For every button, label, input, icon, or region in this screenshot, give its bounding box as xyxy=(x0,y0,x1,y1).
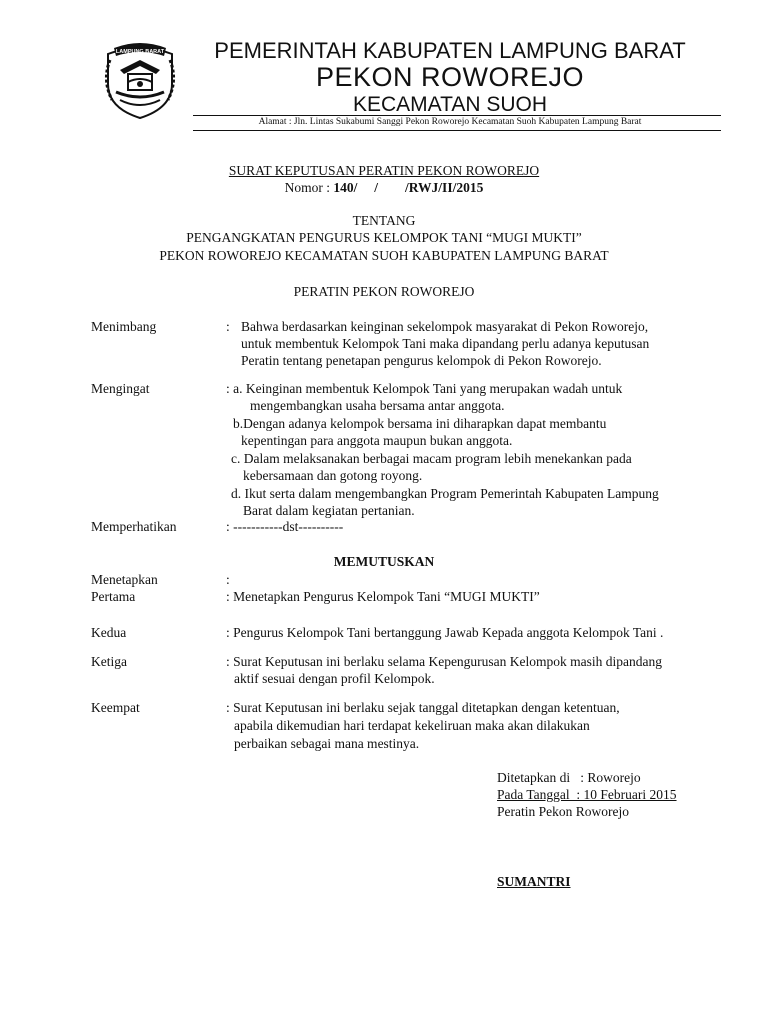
regency-emblem-icon xyxy=(98,40,182,120)
decree-subject-line2: PEKON ROWOREJO KECAMATAN SUOH KABUPATEN LAMPUNG BARAT xyxy=(159,248,609,263)
letterhead-district: KECAMATAN SUOH xyxy=(352,93,548,116)
menimbang-label: Menimbang xyxy=(91,319,157,334)
ketiga-line: : Surat Keputusan ini berlaku selama Kepengurusan Kelompok masih dipandang xyxy=(226,654,663,669)
kedua-value: : Pengurus Kelompok Tani bertanggung Jawab Kepada anggota Kelompok Tani . xyxy=(226,625,664,640)
svg-text:LAMPUNG BARAT: LAMPUNG BARAT xyxy=(115,49,165,55)
decree-number: Nomor : 140/ / /RWJ/II/2015 xyxy=(284,180,484,195)
mengingat-line: Barat dalam kegiatan pertanian. xyxy=(243,503,415,518)
menetapkan-label: Menetapkan xyxy=(91,572,158,587)
memutuskan-heading: MEMUTUSKAN xyxy=(333,554,435,569)
menimbang-colon: : xyxy=(226,319,230,334)
kedua-label: Kedua xyxy=(91,625,127,640)
menimbang-line: untuk membentuk Kelompok Tani maka dipandang perlu adanya keputusan xyxy=(241,336,650,351)
authority-heading: PERATIN PEKON ROWOREJO xyxy=(293,284,475,299)
letterhead-address: Alamat : Jln. Lintas Sukabumi Sanggi Pekon Roworejo Kecamatan Suoh Kabupaten Lampung Barat xyxy=(258,117,642,127)
menimbang-line: Bahwa berdasarkan keinginan sekelompok masyarakat di Pekon Roworejo, xyxy=(241,319,649,334)
signature-title: Peratin Pekon Roworejo xyxy=(497,804,629,819)
decree-heading: SURAT KEPUTUSAN PERATIN PEKON ROWOREJO xyxy=(228,163,540,178)
pertama-value: : Menetapkan Pengurus Kelompok Tani “MUGI MUKTI” xyxy=(226,589,540,604)
keempat-line: apabila dikemudian hari terdapat kekeliruan maka akan dilakukan xyxy=(234,718,590,733)
signature-name: SUMANTRI xyxy=(497,874,571,889)
menetapkan-value: : xyxy=(226,572,230,587)
letterhead-government: PEMERINTAH KABUPATEN LAMPUNG BARAT xyxy=(214,38,686,63)
mengingat-line: d. Ikut serta dalam mengembangkan Program Pemerintah Kabupaten Lampung xyxy=(231,486,659,501)
ketiga-label: Ketiga xyxy=(91,654,127,669)
memperhatikan-value: : -----------dst---------- xyxy=(226,519,344,534)
header-rule-bottom xyxy=(193,130,721,131)
pertama-label: Pertama xyxy=(91,589,136,604)
mengingat-line: kebersamaan dan gotong royong. xyxy=(243,468,423,483)
keempat-line: perbaikan sebagai mana mestinya. xyxy=(234,736,420,751)
mengingat-label: Mengingat xyxy=(91,381,150,396)
signature-date: Pada Tanggal : 10 Februari 2015 xyxy=(497,787,677,802)
keempat-line: : Surat Keputusan ini berlaku sejak tanggal ditetapkan dengan ketentuan, xyxy=(226,700,620,715)
mengingat-line: : a. Keinginan membentuk Kelompok Tani yang merupakan wadah untuk xyxy=(226,381,623,396)
signature-place: Ditetapkan di : Roworejo xyxy=(497,770,641,785)
letterhead-village: PEKON ROWOREJO xyxy=(315,62,585,92)
ketiga-line: aktif sesuai dengan profil Kelompok. xyxy=(234,671,435,686)
menimbang-line: Peratin tentang penetapan pengurus kelompok di Pekon Roworejo. xyxy=(241,353,602,368)
keempat-label: Keempat xyxy=(91,700,140,715)
decree-subject-line1: PENGANGKATAN PENGURUS KELOMPOK TANI “MUGI MUKTI” xyxy=(186,230,582,245)
mengingat-line: b.Dengan adanya kelompok bersama ini diharapkan dapat membantu xyxy=(233,416,607,431)
mengingat-line: mengembangkan usaha bersama antar anggota. xyxy=(250,398,505,413)
header-rule-top xyxy=(193,115,721,116)
memperhatikan-label: Memperhatikan xyxy=(91,519,177,534)
mengingat-line: kepentingan para anggota maupun bukan anggota. xyxy=(241,433,513,448)
tentang-heading: TENTANG xyxy=(352,213,416,228)
mengingat-line: c. Dalam melaksanakan berbagai macam program lebih menekankan pada xyxy=(231,451,632,466)
